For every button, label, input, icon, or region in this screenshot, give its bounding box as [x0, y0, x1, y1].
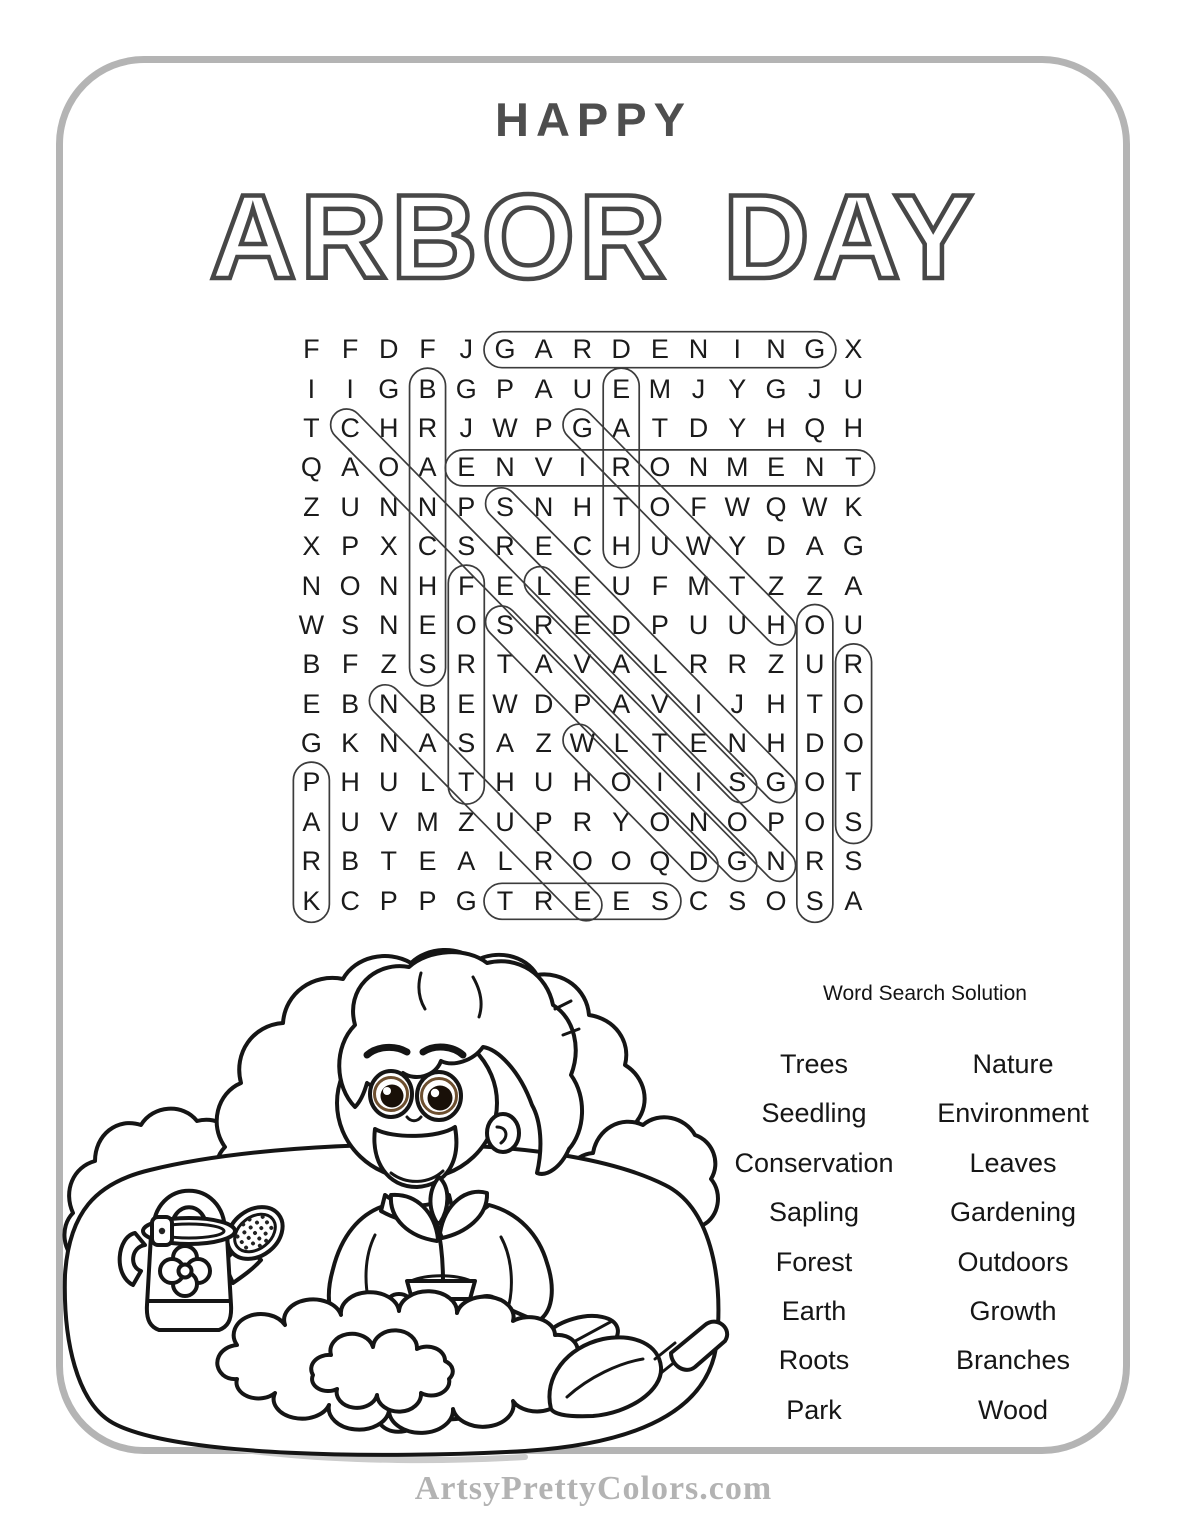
grid-letter: T	[806, 688, 823, 719]
grid-letter: D	[611, 334, 631, 365]
grid-letter: N	[688, 452, 709, 483]
grid-letter: O	[649, 806, 671, 837]
grid-letter: G	[494, 334, 516, 365]
grid-letter: F	[419, 334, 436, 365]
grid-letter: Y	[728, 412, 747, 443]
grid-letter: N	[379, 570, 399, 601]
grid-letter: W	[569, 728, 596, 759]
grid-letter: P	[534, 412, 553, 443]
grid-letter: T	[496, 649, 514, 680]
grid-letter: P	[379, 885, 398, 916]
grid-letter: J	[691, 373, 706, 404]
grid-letter: F	[690, 491, 707, 522]
grid-letter: R	[495, 531, 515, 562]
grid-letter: H	[611, 531, 631, 562]
word-list-item: Park	[786, 1394, 842, 1425]
grid-letter: D	[611, 609, 631, 640]
word-list-item: Forest	[775, 1246, 853, 1277]
grid-letter: P	[534, 806, 553, 837]
grid-letter: G	[378, 373, 400, 404]
grid-letter: F	[457, 570, 475, 601]
grid-letter: C	[572, 531, 593, 562]
happy-title: HAPPY	[495, 93, 692, 146]
grid-letter: L	[652, 649, 668, 680]
grid-letter: O	[571, 846, 593, 877]
grid-letter: O	[339, 570, 361, 601]
grid-letter: A	[302, 806, 321, 837]
grid-letter: J	[459, 412, 473, 443]
grid-letter: G	[842, 531, 864, 562]
grid-letter: L	[497, 846, 513, 877]
boy-ear	[487, 1114, 519, 1152]
grid-letter: N	[301, 570, 322, 601]
grid-letter: U	[572, 373, 593, 404]
grid-letter: B	[341, 688, 360, 719]
grid-letter: Q	[765, 491, 787, 522]
grid-letter: F	[651, 570, 669, 601]
grid-letter: Z	[303, 491, 320, 522]
grid-letter: D	[379, 334, 399, 365]
word-list-item: Environment	[937, 1098, 1089, 1129]
grid-letter: B	[302, 649, 321, 680]
grid-letter: H	[572, 491, 593, 522]
grid-letter: A	[844, 885, 863, 916]
grid-letter: G	[726, 846, 748, 877]
grid-letter: E	[650, 334, 669, 365]
grid-letter: G	[571, 412, 593, 443]
grid-letter: I	[694, 767, 703, 798]
grid-letter: R	[572, 806, 593, 837]
word-list-item: Outdoors	[957, 1246, 1069, 1277]
grid-letter: S	[457, 531, 476, 562]
grid-letter: K	[844, 491, 863, 522]
grid-letter: O	[804, 806, 826, 837]
grid-letter: W	[801, 491, 828, 522]
word-list-item: Conservation	[734, 1147, 894, 1178]
grid-letter: O	[726, 806, 748, 837]
grid-letter: H	[843, 412, 864, 443]
grid-letter: V	[379, 806, 398, 837]
grid-letter: E	[689, 728, 708, 759]
word-list-item: Sapling	[768, 1197, 860, 1228]
grid-letter: T	[729, 570, 746, 601]
grid-letter: E	[418, 609, 437, 640]
grid-letter: P	[457, 491, 476, 522]
grid-letter: E	[418, 846, 437, 877]
grid-letter: P	[302, 767, 321, 798]
grid-letter: S	[457, 728, 476, 759]
grid-letter: N	[688, 334, 709, 365]
grid-letter: H	[766, 412, 786, 443]
grid-letter: A	[341, 452, 360, 483]
grid-letter: P	[341, 531, 360, 562]
solution-title: Word Search Solution	[823, 982, 1027, 1005]
grid-letter: A	[457, 846, 476, 877]
grid-letter: A	[534, 334, 553, 365]
grid-letter: L	[613, 728, 629, 759]
grid-letter: N	[804, 452, 825, 483]
grid-letter: X	[844, 334, 863, 365]
grid-letter: T	[496, 885, 514, 916]
grid-letter: P	[495, 373, 514, 404]
grid-letter: N	[766, 846, 786, 877]
arbor-day-title: ARBOR DAY	[209, 170, 978, 304]
grid-letter: J	[459, 334, 473, 365]
grid-letter: W	[724, 491, 750, 522]
grid-letter: N	[766, 334, 786, 365]
grid-letter: N	[495, 452, 515, 483]
grid-letter: U	[495, 806, 515, 837]
grid-letter: D	[688, 412, 709, 443]
grid-letter: R	[727, 649, 748, 680]
word-list-item: Earth	[781, 1295, 847, 1326]
grid-letter: U	[843, 609, 864, 640]
grid-letter: M	[416, 806, 439, 837]
word-list-item: Growth	[969, 1295, 1057, 1326]
grid-letter: G	[765, 767, 787, 798]
grid-letter: P	[418, 885, 437, 916]
grid-letter: R	[533, 885, 554, 916]
grid-letter: A	[418, 452, 437, 483]
grid-letter: W	[492, 412, 518, 443]
grid-letter: A	[612, 649, 631, 680]
grid-letter: E	[302, 688, 321, 719]
grid-letter: N	[727, 728, 748, 759]
grid-letter: Z	[806, 570, 823, 601]
grid-letter: D	[533, 688, 554, 719]
grid-letter: R	[688, 649, 709, 680]
grid-letter: A	[612, 688, 631, 719]
grid-letter: O	[842, 688, 864, 719]
grid-letter: O	[610, 846, 632, 877]
grid-letter: T	[651, 728, 669, 759]
grid-letter: Z	[535, 728, 552, 759]
grid-letter: N	[533, 491, 554, 522]
grid-letter: E	[612, 373, 631, 404]
grid-letter: M	[726, 452, 749, 483]
grid-letter: U	[340, 806, 360, 837]
grid-letter: W	[685, 531, 712, 562]
grid-letter: I	[694, 688, 703, 719]
grid-letter: O	[842, 728, 864, 759]
grid-letter: U	[650, 531, 670, 562]
grid-letter: A	[495, 728, 514, 759]
word-list-item: Branches	[955, 1345, 1071, 1376]
grid-letter: R	[417, 412, 438, 443]
grid-letter: N	[379, 491, 399, 522]
grid-letter: H	[766, 728, 786, 759]
grid-letter: S	[341, 609, 360, 640]
grid-letter: V	[534, 452, 553, 483]
grid-letter: O	[378, 452, 400, 483]
grid-letter: B	[418, 688, 437, 719]
grid-letter: T	[457, 767, 475, 798]
grid-letter: X	[379, 531, 398, 562]
word-list-item: Leaves	[969, 1147, 1057, 1178]
grid-letter: O	[610, 767, 632, 798]
grid-letter: R	[843, 649, 864, 680]
grid-letter: R	[611, 452, 631, 483]
grid-letter: T	[651, 412, 669, 443]
grid-letter: O	[804, 767, 826, 798]
grid-letter: U	[611, 570, 631, 601]
grid-letter: V	[650, 688, 669, 719]
word-list-left	[714, 1040, 914, 1435]
grid-letter: M	[648, 373, 672, 404]
grid-letter: S	[844, 806, 863, 837]
planting-illustration	[55, 945, 735, 1460]
grid-letter: Z	[767, 570, 785, 601]
grid-letter: W	[298, 609, 325, 640]
grid-letter: A	[844, 570, 863, 601]
grid-letter: U	[727, 609, 748, 640]
grid-letter: A	[534, 649, 553, 680]
grid-letter: O	[804, 609, 826, 640]
grid-letter: A	[612, 412, 631, 443]
grid-letter: E	[534, 531, 553, 562]
grid-letter: H	[417, 570, 438, 601]
grid-letter: H	[766, 609, 786, 640]
grid-letter: G	[804, 334, 826, 365]
grid-letter: T	[303, 412, 320, 443]
grid-letter: S	[844, 846, 863, 877]
word-list-right	[908, 1040, 1118, 1435]
grid-letter: U	[533, 767, 554, 798]
grid-letter: D	[804, 728, 825, 759]
grid-letter: F	[341, 649, 359, 680]
grid-letter: E	[573, 570, 592, 601]
word-grid	[292, 330, 873, 921]
grid-letter: U	[379, 767, 399, 798]
grid-letter: A	[534, 373, 553, 404]
grid-letter: Q	[300, 452, 322, 483]
grid-letter: K	[341, 728, 360, 759]
grid-letter: U	[340, 491, 360, 522]
grid-letter: A	[418, 728, 437, 759]
grid-letter: C	[688, 885, 709, 916]
grid-letter: A	[805, 531, 824, 562]
grid-letter: O	[765, 885, 787, 916]
leaf-icon	[430, 1177, 447, 1223]
grid-letter: T	[845, 767, 862, 798]
grid-letter: Z	[767, 649, 785, 680]
grid-letter: G	[765, 373, 787, 404]
grid-letter: R	[456, 649, 476, 680]
grid-letter: S	[418, 649, 437, 680]
grid-letter: J	[730, 688, 745, 719]
grid-letter: H	[340, 767, 360, 798]
grid-letter: C	[417, 531, 438, 562]
grid-letter: H	[379, 412, 399, 443]
grid-letter: Y	[612, 806, 631, 837]
word-list-item: Nature	[972, 1049, 1054, 1079]
grid-letter: N	[379, 609, 399, 640]
grid-letter: N	[379, 688, 399, 719]
grid-letter: O	[649, 491, 671, 522]
grid-letter: V	[573, 649, 592, 680]
grid-letter: Z	[380, 649, 398, 680]
grid-letter: I	[307, 373, 316, 404]
grid-letter: T	[612, 491, 630, 522]
grid-letter: R	[804, 846, 825, 877]
grid-letter: E	[573, 609, 592, 640]
grid-letter: B	[341, 846, 360, 877]
grid-letter: U	[688, 609, 709, 640]
grid-letter: R	[533, 846, 554, 877]
grid-letter: J	[807, 373, 822, 404]
grid-letter: H	[495, 767, 515, 798]
grid-letter: Q	[649, 846, 671, 877]
grid-letter: D	[688, 846, 709, 877]
grid-letter: E	[495, 570, 514, 601]
grid-letter: R	[301, 846, 322, 877]
grid-letter: P	[573, 688, 592, 719]
word-list-item: Roots	[778, 1345, 850, 1376]
grid-letter: G	[455, 885, 477, 916]
grid-letter: S	[728, 885, 747, 916]
grid-letter: U	[804, 649, 825, 680]
grid-letter: M	[687, 570, 710, 601]
grid-letter: P	[766, 806, 785, 837]
grid-letter: N	[379, 728, 399, 759]
grid-letter: I	[656, 767, 664, 798]
grid-letter: P	[650, 609, 669, 640]
grid-letter: S	[728, 767, 747, 798]
grid-letter: Q	[804, 412, 826, 443]
grid-letter: Y	[728, 373, 747, 404]
grid-letter: S	[495, 609, 514, 640]
grid-letter: S	[495, 491, 514, 522]
grid-letter: H	[766, 688, 786, 719]
grid-letter: H	[572, 767, 593, 798]
site-name: ArtsyPrettyColors.com	[414, 1470, 773, 1507]
grid-letter: E	[457, 688, 476, 719]
word-list-item: Seedling	[761, 1098, 867, 1129]
grid-letter: T	[845, 452, 862, 483]
grid-letter: R	[533, 609, 554, 640]
grid-letter: L	[420, 767, 436, 798]
grid-letter: E	[766, 452, 785, 483]
grid-letter: E	[573, 885, 592, 916]
grid-letter: U	[843, 373, 864, 404]
grid-letter: O	[649, 452, 671, 483]
word-list-item: Trees	[779, 1049, 848, 1079]
grid-letter: X	[302, 531, 321, 562]
grid-letter: O	[455, 609, 477, 640]
grid-letter: Z	[457, 806, 475, 837]
grid-letter: S	[805, 885, 824, 916]
grid-letter: K	[302, 885, 321, 916]
grid-letter: S	[650, 885, 669, 916]
grid-letter: L	[536, 570, 552, 601]
word-list-item: Wood	[977, 1394, 1049, 1425]
grid-letter: F	[303, 334, 320, 365]
grid-letter: I	[578, 452, 587, 483]
grid-letter: C	[340, 885, 360, 916]
grid-letter: D	[766, 531, 786, 562]
grid-letter: Y	[728, 531, 747, 562]
grid-letter: C	[340, 412, 360, 443]
grid-letter: W	[492, 688, 518, 719]
grid-letter: E	[612, 885, 631, 916]
grid-letter: E	[457, 452, 476, 483]
grid-letter: N	[688, 806, 709, 837]
grid-letter: I	[346, 373, 354, 404]
grid-letter: I	[733, 334, 742, 365]
grid-letter: G	[300, 728, 322, 759]
grid-letter: G	[455, 373, 477, 404]
grid-letter: F	[341, 334, 359, 365]
grid-letter: T	[380, 846, 398, 877]
word-list-item: Gardening	[949, 1197, 1077, 1228]
grid-letter: R	[572, 334, 593, 365]
grid-letter: N	[417, 491, 438, 522]
grid-letter: B	[418, 373, 437, 404]
